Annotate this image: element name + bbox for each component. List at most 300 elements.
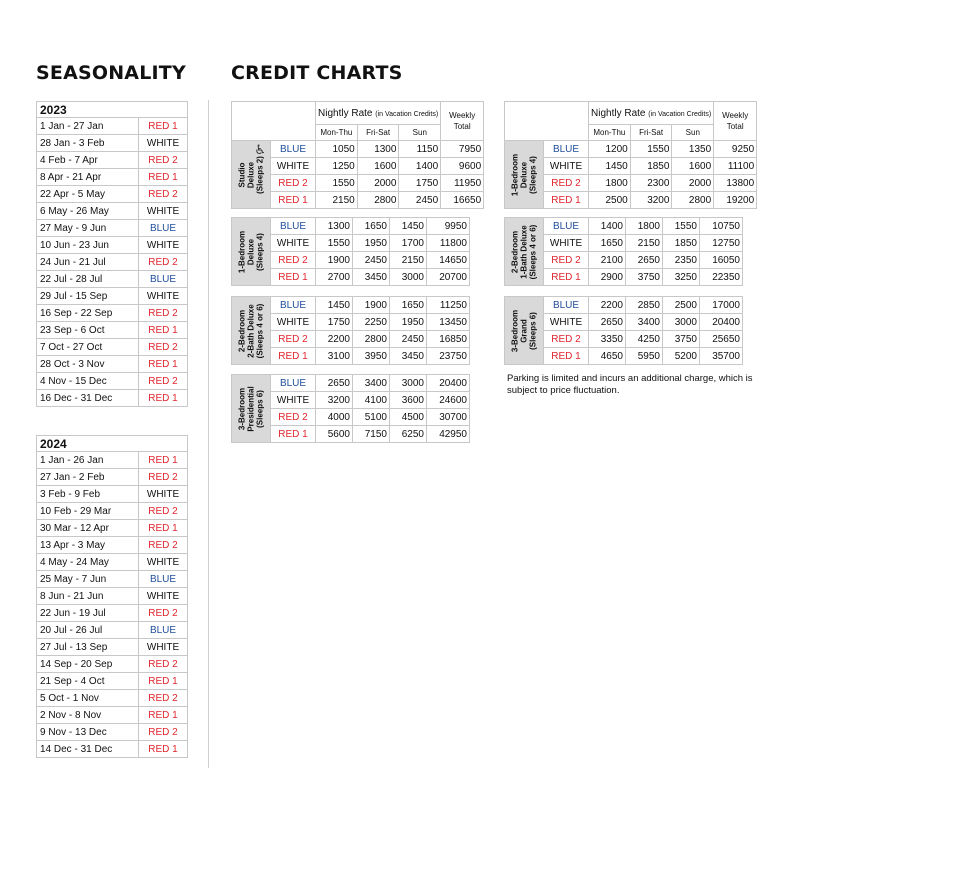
- season-row: [37, 135, 188, 152]
- rate-row: [505, 141, 757, 158]
- sun-value: 2500: [663, 297, 700, 314]
- weekly-total-value: 11950: [441, 175, 484, 192]
- mon-thu-value: 2500: [589, 192, 631, 209]
- seasonality-table-2024: [36, 435, 188, 758]
- credit-table: [231, 374, 470, 443]
- season-row: [37, 254, 188, 271]
- mon-thu-value: 1750: [316, 314, 353, 331]
- credit-table: [231, 101, 484, 209]
- fri-sat-value: 1550: [630, 141, 672, 158]
- season-label: RED 1: [139, 673, 188, 690]
- sun-value: 2450: [390, 331, 427, 348]
- date-range: 27 Jul - 13 Sep: [37, 639, 139, 656]
- nightly-rate-label: Nightly Rate: [591, 107, 646, 119]
- room-type-label-line: (Sleeps 4): [528, 155, 538, 194]
- weekly-total-value: 7950: [441, 141, 484, 158]
- mon-thu-value: 2200: [316, 331, 353, 348]
- season-label: RED 1: [139, 356, 188, 373]
- season-row: [37, 486, 188, 503]
- date-range: 27 May - 9 Jun: [37, 220, 139, 237]
- nightly-rate-header: [589, 102, 714, 125]
- weekly-total-value: 20700: [427, 269, 470, 286]
- season-row: [37, 390, 188, 407]
- sun-value: 6250: [390, 426, 427, 443]
- room-type-label-line: Deluxe: [246, 238, 256, 265]
- year-row: [37, 102, 188, 118]
- room-type-label-line: 1-Bedroom: [510, 153, 520, 196]
- season-label: RED 1: [271, 348, 316, 365]
- col-sun: Sun: [672, 125, 714, 141]
- date-range: 20 Jul - 26 Jul: [37, 622, 139, 639]
- date-range: 4 May - 24 May: [37, 554, 139, 571]
- weekly-total-value: 10750: [700, 218, 743, 235]
- season-label: RED 2: [139, 339, 188, 356]
- date-range: 4 Nov - 15 Dec: [37, 373, 139, 390]
- room-type-cell: [505, 297, 544, 365]
- rate-row: [505, 218, 743, 235]
- date-range: 21 Sep - 4 Oct: [37, 673, 139, 690]
- mon-thu-value: 1050: [316, 141, 358, 158]
- col-mon-thu: Mon-Thu: [589, 125, 631, 141]
- credit-table: [504, 217, 743, 286]
- mon-thu-value: 3100: [316, 348, 353, 365]
- season-label: RED 1: [544, 192, 589, 209]
- credit-table: [504, 101, 757, 209]
- weekly-total-value: 9250: [714, 141, 757, 158]
- weekly-label: Weekly: [722, 111, 749, 120]
- sun-value: 1550: [663, 218, 700, 235]
- weekly-total-value: 11100: [714, 158, 757, 175]
- season-row: [37, 724, 188, 741]
- season-label: RED 2: [139, 605, 188, 622]
- weekly-total-value: 16850: [427, 331, 470, 348]
- room-type-label-line: Presidential: [246, 385, 256, 432]
- season-label: RED 1: [139, 118, 188, 135]
- fri-sat-value: 2250: [353, 314, 390, 331]
- season-label: RED 1: [139, 169, 188, 186]
- date-range: 8 Jun - 21 Jun: [37, 588, 139, 605]
- season-label: BLUE: [139, 220, 188, 237]
- credit-charts-title: CREDIT CHARTS: [231, 62, 403, 84]
- fri-sat-value: 2300: [630, 175, 672, 192]
- room-type-label-line: (Sleeps 4 or 6): [528, 224, 538, 279]
- season-row: [37, 520, 188, 537]
- mon-thu-value: 1800: [589, 175, 631, 192]
- season-label: RED 2: [139, 503, 188, 520]
- weekly-total-value: 16050: [700, 252, 743, 269]
- room-type-label-line: (Sleeps 4): [255, 232, 265, 271]
- sun-value: 1950: [390, 314, 427, 331]
- season-label: WHITE: [139, 639, 188, 656]
- rate-row: [505, 297, 743, 314]
- season-row: [37, 673, 188, 690]
- season-label: RED 2: [271, 252, 316, 269]
- mon-thu-value: 1400: [589, 218, 626, 235]
- sun-value: 3000: [663, 314, 700, 331]
- header-blank: [505, 102, 589, 141]
- room-type-label-line: 2-Bedroom: [237, 309, 247, 352]
- date-range: 23 Sep - 6 Oct: [37, 322, 139, 339]
- sun-value: 1750: [399, 175, 441, 192]
- room-type-label-line: 3-Bedroom: [510, 309, 520, 352]
- season-label: RED 2: [139, 305, 188, 322]
- total-label: Total: [453, 122, 471, 131]
- weekly-label: Weekly: [449, 111, 476, 120]
- rate-row: [232, 141, 484, 158]
- mon-thu-value: 2100: [589, 252, 626, 269]
- year-row: [37, 436, 188, 452]
- fri-sat-value: 2150: [626, 235, 663, 252]
- season-label: BLUE: [271, 297, 316, 314]
- season-label: RED 2: [139, 656, 188, 673]
- season-label: RED 2: [544, 331, 589, 348]
- weekly-total-value: 22350: [700, 269, 743, 286]
- fri-sat-value: 1800: [626, 218, 663, 235]
- season-label: BLUE: [544, 141, 589, 158]
- season-label: WHITE: [139, 203, 188, 220]
- date-range: 7 Oct - 27 Oct: [37, 339, 139, 356]
- sun-value: 1450: [390, 218, 427, 235]
- season-label: BLUE: [271, 218, 316, 235]
- season-label: RED 1: [271, 192, 316, 209]
- mon-thu-value: 5600: [316, 426, 353, 443]
- date-range: 3 Feb - 9 Feb: [37, 486, 139, 503]
- season-label: RED 2: [139, 690, 188, 707]
- mon-thu-value: 1200: [589, 141, 631, 158]
- season-row: [37, 271, 188, 288]
- season-label: WHITE: [139, 135, 188, 152]
- season-row: [37, 305, 188, 322]
- sun-value: 1700: [390, 235, 427, 252]
- season-row: [37, 554, 188, 571]
- season-label: RED 2: [139, 373, 188, 390]
- header-row: [505, 102, 757, 125]
- credit-table: [231, 296, 470, 365]
- season-row: [37, 237, 188, 254]
- fri-sat-value: 1600: [357, 158, 399, 175]
- col-mon-thu: Mon-Thu: [316, 125, 358, 141]
- mon-thu-value: 2700: [316, 269, 353, 286]
- season-row: [37, 571, 188, 588]
- season-row: [37, 322, 188, 339]
- mon-thu-value: 4000: [316, 409, 353, 426]
- season-row: [37, 169, 188, 186]
- season-label: RED 2: [139, 186, 188, 203]
- room-type-label-line: 2-Bath Deluxe: [246, 303, 256, 358]
- season-label: BLUE: [271, 141, 316, 158]
- room-type-label-line: (Sleeps 6): [255, 389, 265, 428]
- room-type-cell: [505, 218, 544, 286]
- room-type-cell: [232, 141, 271, 209]
- sun-value: 2150: [390, 252, 427, 269]
- col-fri-sat: Fri-Sat: [630, 125, 672, 141]
- weekly-total-value: 35700: [700, 348, 743, 365]
- fri-sat-value: 2450: [353, 252, 390, 269]
- season-row: [37, 588, 188, 605]
- sun-value: 1350: [672, 141, 714, 158]
- mon-thu-value: 2900: [589, 269, 626, 286]
- fri-sat-value: 4100: [353, 392, 390, 409]
- season-label: RED 2: [271, 331, 316, 348]
- fri-sat-value: 7150: [353, 426, 390, 443]
- sun-value: 4500: [390, 409, 427, 426]
- fri-sat-value: 3450: [353, 269, 390, 286]
- season-label: RED 1: [139, 452, 188, 469]
- nightly-rate-header: [316, 102, 441, 125]
- season-label: BLUE: [139, 271, 188, 288]
- fri-sat-value: 3400: [626, 314, 663, 331]
- date-range: 6 May - 26 May: [37, 203, 139, 220]
- mon-thu-value: 1250: [316, 158, 358, 175]
- date-range: 5 Oct - 1 Nov: [37, 690, 139, 707]
- date-range: 2 Nov - 8 Nov: [37, 707, 139, 724]
- weekly-total-value: 9950: [427, 218, 470, 235]
- weekly-total-value: 14650: [427, 252, 470, 269]
- season-label: WHITE: [139, 554, 188, 571]
- room-type-label-line: 2-Bedroom: [510, 230, 520, 273]
- fri-sat-value: 2000: [357, 175, 399, 192]
- room-type-label-line: 1-Bedroom: [237, 230, 247, 273]
- nightly-rate-sub: (in Vacation Credits): [648, 110, 712, 118]
- season-row: [37, 741, 188, 758]
- room-type-cell: [232, 375, 271, 443]
- season-row: [37, 220, 188, 237]
- weekly-total-value: 30700: [427, 409, 470, 426]
- sun-value: 2450: [399, 192, 441, 209]
- room-type-label: [511, 153, 538, 195]
- room-type-label-line: 1-Bath Deluxe: [519, 224, 529, 279]
- season-label: BLUE: [139, 622, 188, 639]
- room-type-label: [238, 230, 265, 272]
- rate-row: [232, 218, 470, 235]
- season-label: WHITE: [139, 237, 188, 254]
- sun-value: 3000: [390, 375, 427, 392]
- date-range: 14 Dec - 31 Dec: [37, 741, 139, 758]
- date-range: 22 Apr - 5 May: [37, 186, 139, 203]
- mon-thu-value: 2200: [589, 297, 626, 314]
- room-type-label-line: 3-Bedroom: [237, 387, 247, 430]
- mon-thu-value: 4650: [589, 348, 626, 365]
- weekly-total-value: 11250: [427, 297, 470, 314]
- season-label: WHITE: [271, 158, 316, 175]
- season-row: [37, 707, 188, 724]
- season-label: RED 1: [271, 269, 316, 286]
- weekly-total-value: 13450: [427, 314, 470, 331]
- room-type-label: [511, 224, 538, 279]
- season-row: [37, 373, 188, 390]
- room-type-label-line: (Sleeps 2): [255, 155, 265, 194]
- weekly-total-value: 20400: [700, 314, 743, 331]
- fri-sat-value: 5950: [626, 348, 663, 365]
- sun-value: 2000: [672, 175, 714, 192]
- weekly-total-value: 12750: [700, 235, 743, 252]
- room-type-label-line: Studio: [237, 162, 247, 187]
- fri-sat-value: 1650: [353, 218, 390, 235]
- mon-thu-value: 1900: [316, 252, 353, 269]
- mon-thu-value: 2150: [316, 192, 358, 209]
- season-label: WHITE: [544, 314, 589, 331]
- sun-value: 3750: [663, 331, 700, 348]
- sun-value: 3250: [663, 269, 700, 286]
- fri-sat-value: 2800: [357, 192, 399, 209]
- sun-value: 2800: [672, 192, 714, 209]
- fri-sat-value: 3950: [353, 348, 390, 365]
- season-label: RED 2: [544, 252, 589, 269]
- date-range: 28 Jan - 3 Feb: [37, 135, 139, 152]
- season-label: RED 2: [544, 175, 589, 192]
- sun-value: 1400: [399, 158, 441, 175]
- mon-thu-value: 2650: [589, 314, 626, 331]
- weekly-total-value: 19200: [714, 192, 757, 209]
- mon-thu-value: 3200: [316, 392, 353, 409]
- sun-value: 3000: [390, 269, 427, 286]
- rate-row: [232, 297, 470, 314]
- room-type-cell: [232, 218, 271, 286]
- season-label: WHITE: [271, 392, 316, 409]
- season-label: RED 1: [139, 390, 188, 407]
- weekly-total-value: 20400: [427, 375, 470, 392]
- date-range: 9 Nov - 13 Dec: [37, 724, 139, 741]
- weekly-total-value: 16650: [441, 192, 484, 209]
- weekly-total-value: 25650: [700, 331, 743, 348]
- season-row: [37, 639, 188, 656]
- sun-value: 1600: [672, 158, 714, 175]
- year-label: 2024: [37, 436, 188, 452]
- room-type-cell: [232, 297, 271, 365]
- credit-table: [504, 296, 743, 365]
- date-range: 10 Feb - 29 Mar: [37, 503, 139, 520]
- date-range: 29 Jul - 15 Sep: [37, 288, 139, 305]
- season-label: RED 2: [139, 724, 188, 741]
- date-range: 16 Dec - 31 Dec: [37, 390, 139, 407]
- sun-value: 3600: [390, 392, 427, 409]
- date-range: 1 Jan - 27 Jan: [37, 118, 139, 135]
- season-label: RED 1: [139, 741, 188, 758]
- room-type-label: [238, 386, 265, 431]
- date-range: 22 Jul - 28 Jul: [37, 271, 139, 288]
- fri-sat-value: 2850: [626, 297, 663, 314]
- sun-value: 5200: [663, 348, 700, 365]
- season-label: BLUE: [139, 571, 188, 588]
- season-label: BLUE: [271, 375, 316, 392]
- date-range: 16 Sep - 22 Sep: [37, 305, 139, 322]
- fri-sat-value: 3750: [626, 269, 663, 286]
- weekly-total-value: 23750: [427, 348, 470, 365]
- date-range: 24 Jun - 21 Jul: [37, 254, 139, 271]
- weekly-total-header: [441, 102, 484, 141]
- mon-thu-value: 1550: [316, 235, 353, 252]
- season-row: [37, 605, 188, 622]
- parking-note: Parking is limited and incurs an additional charge, which is subject to price fluctuation.: [507, 373, 753, 396]
- weekly-total-value: 13800: [714, 175, 757, 192]
- season-label: RED 2: [139, 469, 188, 486]
- mon-thu-value: 1300: [316, 218, 353, 235]
- fri-sat-value: 1850: [630, 158, 672, 175]
- season-row: [37, 503, 188, 520]
- mon-thu-value: 1650: [589, 235, 626, 252]
- season-label: WHITE: [544, 158, 589, 175]
- mon-thu-value: 2650: [316, 375, 353, 392]
- fri-sat-value: 1300: [357, 141, 399, 158]
- season-row: [37, 622, 188, 639]
- season-row: [37, 356, 188, 373]
- season-label: RED 1: [271, 426, 316, 443]
- col-sun: Sun: [399, 125, 441, 141]
- season-label: WHITE: [544, 235, 589, 252]
- season-label: RED 2: [139, 537, 188, 554]
- fri-sat-value: 4250: [626, 331, 663, 348]
- mon-thu-value: 3350: [589, 331, 626, 348]
- season-label: WHITE: [271, 314, 316, 331]
- season-label: WHITE: [139, 588, 188, 605]
- fri-sat-value: 1900: [353, 297, 390, 314]
- season-label: WHITE: [271, 235, 316, 252]
- season-row: [37, 118, 188, 135]
- season-row: [37, 152, 188, 169]
- date-range: 30 Mar - 12 Apr: [37, 520, 139, 537]
- season-label: BLUE: [544, 218, 589, 235]
- season-label: WHITE: [139, 288, 188, 305]
- header-row: [232, 102, 484, 125]
- date-range: 14 Sep - 20 Sep: [37, 656, 139, 673]
- room-type-label-line: (Sleeps 6): [528, 311, 538, 350]
- sun-value: 1650: [390, 297, 427, 314]
- sun-value: 1150: [399, 141, 441, 158]
- col-fri-sat: Fri-Sat: [357, 125, 399, 141]
- room-type-label-line: Deluxe: [246, 161, 256, 188]
- fri-sat-value: 2650: [626, 252, 663, 269]
- date-range: 22 Jun - 19 Jul: [37, 605, 139, 622]
- season-label: RED 2: [139, 152, 188, 169]
- mon-thu-value: 1450: [589, 158, 631, 175]
- seasonality-title: SEASONALITY: [36, 62, 186, 84]
- rate-row: [232, 375, 470, 392]
- weekly-total-value: 42950: [427, 426, 470, 443]
- season-row: [37, 656, 188, 673]
- season-label: WHITE: [139, 486, 188, 503]
- total-label: Total: [726, 122, 744, 131]
- sun-value: 3450: [390, 348, 427, 365]
- room-type-label-line: (Sleeps 4 or 6): [255, 303, 265, 358]
- season-row: [37, 452, 188, 469]
- room-type-label: [238, 156, 265, 194]
- date-range: 28 Oct - 3 Nov: [37, 356, 139, 373]
- season-row: [37, 339, 188, 356]
- season-row: [37, 537, 188, 554]
- nightly-rate-label: Nightly Rate: [318, 107, 373, 119]
- season-row: [37, 469, 188, 486]
- weekly-total-value: 17000: [700, 297, 743, 314]
- mon-thu-value: 1550: [316, 175, 358, 192]
- season-label: RED 1: [139, 322, 188, 339]
- sun-value: 1850: [663, 235, 700, 252]
- season-label: RED 1: [544, 348, 589, 365]
- mon-thu-value: 1450: [316, 297, 353, 314]
- room-type-label: [238, 303, 265, 358]
- date-range: 4 Feb - 7 Apr: [37, 152, 139, 169]
- fri-sat-value: 2800: [353, 331, 390, 348]
- season-label: RED 2: [139, 254, 188, 271]
- date-range: 1 Jan - 26 Jan: [37, 452, 139, 469]
- wheelchair-icon: ♿: [254, 142, 266, 157]
- seasonality-table-2023: [36, 101, 188, 407]
- year-label: 2023: [37, 102, 188, 118]
- sun-value: 2350: [663, 252, 700, 269]
- column-divider: [208, 100, 209, 768]
- fri-sat-value: 5100: [353, 409, 390, 426]
- nightly-rate-sub: (in Vacation Credits): [375, 110, 439, 118]
- fri-sat-value: 1950: [353, 235, 390, 252]
